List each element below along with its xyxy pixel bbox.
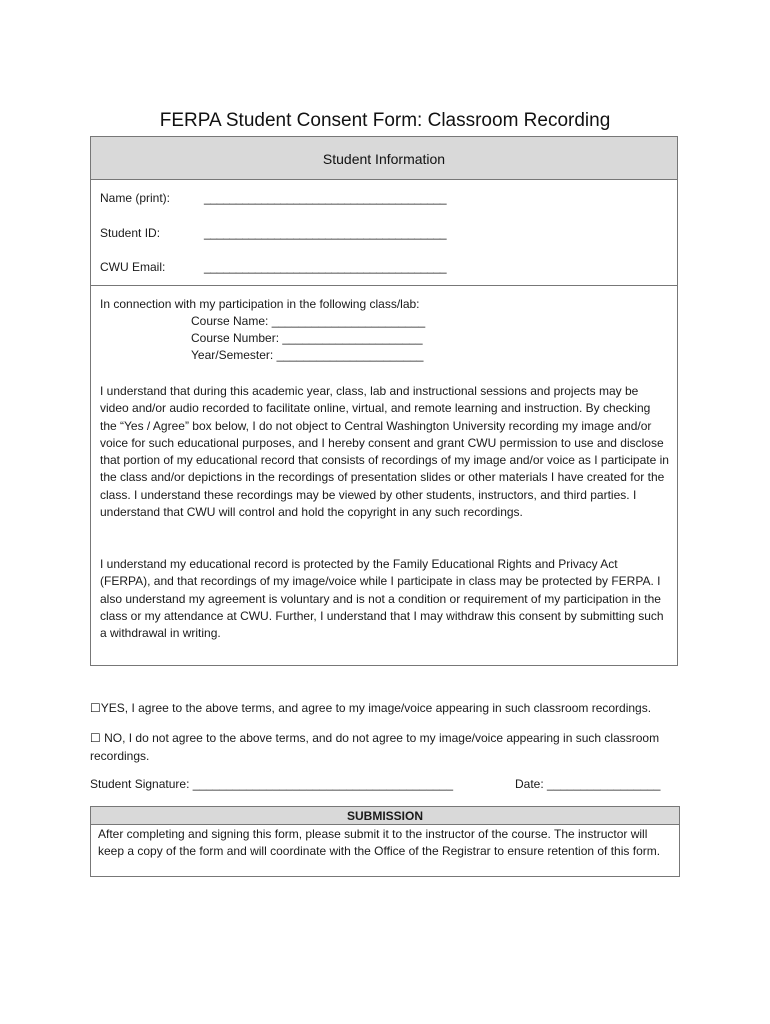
student-signature-field[interactable]: Student Signature: _______________________________________ (90, 777, 454, 791)
student-id-field-row (100, 226, 446, 240)
recording-consent-paragraph: I understand that during this academic year, class, lab and instructional sessions and projects may be video and/or audio recorded to facilitate online, virtual, and remote learning and instruction. By checking the “Yes / Agree” box below, I do not object to Central Washington University recording my image and/or voice for such educational purposes, and I hereby consent and grant CWU permission to use and disclose that portion of my educational record that consists of recordings of my image and/or voice as I participate in the class and/or depictions in the recordings of presentation slides or other materials I have created for the class. I understand these recordings may be viewed by other students, instructors, and third parties. I understand that CWU will control and hold the copyright in any such recordings. (100, 384, 669, 520)
no-option-text: NO, I do not agree to the above terms, and do not agree to my image/voice appearing in such classroom recordings. (90, 731, 660, 763)
course-number-field[interactable]: Course Number: _____________________ (191, 331, 423, 345)
no-checkbox[interactable]: ☐ (90, 731, 101, 745)
page-title: FERPA Student Consent Form: Classroom Recording (159, 110, 611, 131)
name-field[interactable]: ______________________________________ (204, 191, 447, 205)
section-divider (91, 285, 677, 286)
cwu-email-label: CWU Email: (100, 260, 166, 274)
submission-section (90, 806, 680, 877)
cwu-email-field-row (100, 260, 446, 274)
no-option (90, 729, 670, 765)
student-information-section (90, 136, 678, 666)
date-field[interactable]: Date: _________________ (515, 777, 661, 791)
yes-checkbox[interactable]: ☐ (90, 701, 101, 715)
year-semester-field[interactable]: Year/Semester: ______________________ (191, 348, 424, 362)
ferpa-paragraph: I understand my educational record is protected by the Family Educational Rights and Privacy Act (FERPA), and that recordings of my image/voice while I participate in class may be protected by FERPA. I also understand my agreement is voluntary and is not a condition or requirement of my participation in the class or my attendance at CWU. Further, I understand that I may withdraw this consent by submitting such a withdrawal in writing. (100, 557, 664, 641)
yes-option-text: YES, I agree to the above terms, and agree to my image/voice appearing in such classroom recordings. (100, 701, 652, 715)
student-id-label: Student ID: (100, 226, 161, 240)
yes-option (90, 699, 651, 717)
student-id-field[interactable]: ______________________________________ (204, 226, 447, 240)
name-field-row (100, 191, 446, 205)
submission-text: After completing and signing this form, please submit it to the instructor of the course. The instructor will keep a copy of the form and will coordinate with the Office of the Registrar to ensure retention of this form. (98, 827, 661, 859)
cwu-email-field[interactable]: ______________________________________ (204, 260, 447, 274)
course-name-field[interactable]: Course Name: _______________________ (191, 314, 426, 328)
connection-intro: In connection with my participation in the following class/lab: (100, 297, 420, 311)
student-information-header: Student Information (91, 137, 677, 180)
name-label: Name (print): (100, 191, 171, 205)
submission-header: SUBMISSION (91, 807, 679, 825)
